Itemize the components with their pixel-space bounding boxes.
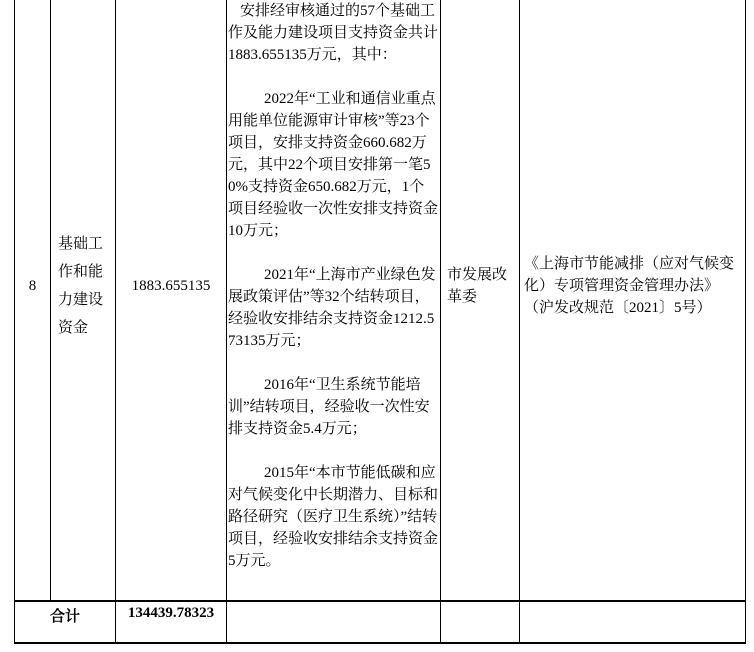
cell-row-number [15, 0, 51, 600]
row-number: 8 [28, 277, 37, 294]
table-row-8 [15, 0, 745, 602]
department-text: 市发展改革委 [447, 267, 508, 305]
table-row-total [15, 602, 745, 642]
cell-department [441, 0, 520, 600]
cell-total-description-empty [227, 602, 441, 642]
cell-total-label [15, 602, 116, 642]
cell-total-amount [116, 602, 227, 642]
fund-amount-value: 1883.655135 [131, 277, 211, 294]
cell-policy-basis [520, 0, 745, 600]
description-paragraph-summary: 安排经审核通过的57个基础工作及能力建设项目支持资金共计1883.655135万元，其中： [228, 3, 439, 63]
policy-basis-text: 《上海市节能减排（应对气候变化）专项管理资金管理办法》（沪发改规范〔2021〕5号） [524, 256, 735, 316]
total-amount-value: 134439.78323 [127, 605, 215, 621]
description-paragraph-2021: 2021年“上海市产业绿色发展政策评估”等32个结转项目，经验收安排结余支持资金1212.573135万元； [228, 267, 436, 349]
total-label: 合计 [49, 609, 80, 625]
description-paragraph-2015: 2015年“本市节能低碳和应对气候变化中长期潜力、目标和路径研究（医疗卫生系统）”结转项目，经验收安排结余支持资金5万元。 [228, 465, 439, 569]
description-paragraph-2016: 2016年“卫生系统节能培训”结转项目，经验收一次性安排支持资金5.4万元； [228, 377, 430, 437]
funding-table [14, 0, 746, 644]
fund-description [228, 0, 439, 572]
cell-total-department-empty [441, 602, 520, 642]
fund-category-text: 基础工作和能力建设资金 [58, 236, 104, 336]
cell-fund-category [51, 0, 116, 600]
cell-fund-amount [116, 0, 227, 600]
cell-total-policy-empty [520, 602, 745, 642]
cell-fund-description [227, 0, 441, 600]
description-paragraph-2022: 2022年“工业和通信业重点用能单位能源审计审核”等23个项目，安排支持资金660.682万元，其中22个项目安排第一笔50%支持资金650.682万元，1个项目经验收一次性安排支持资金10万元； [228, 91, 439, 239]
